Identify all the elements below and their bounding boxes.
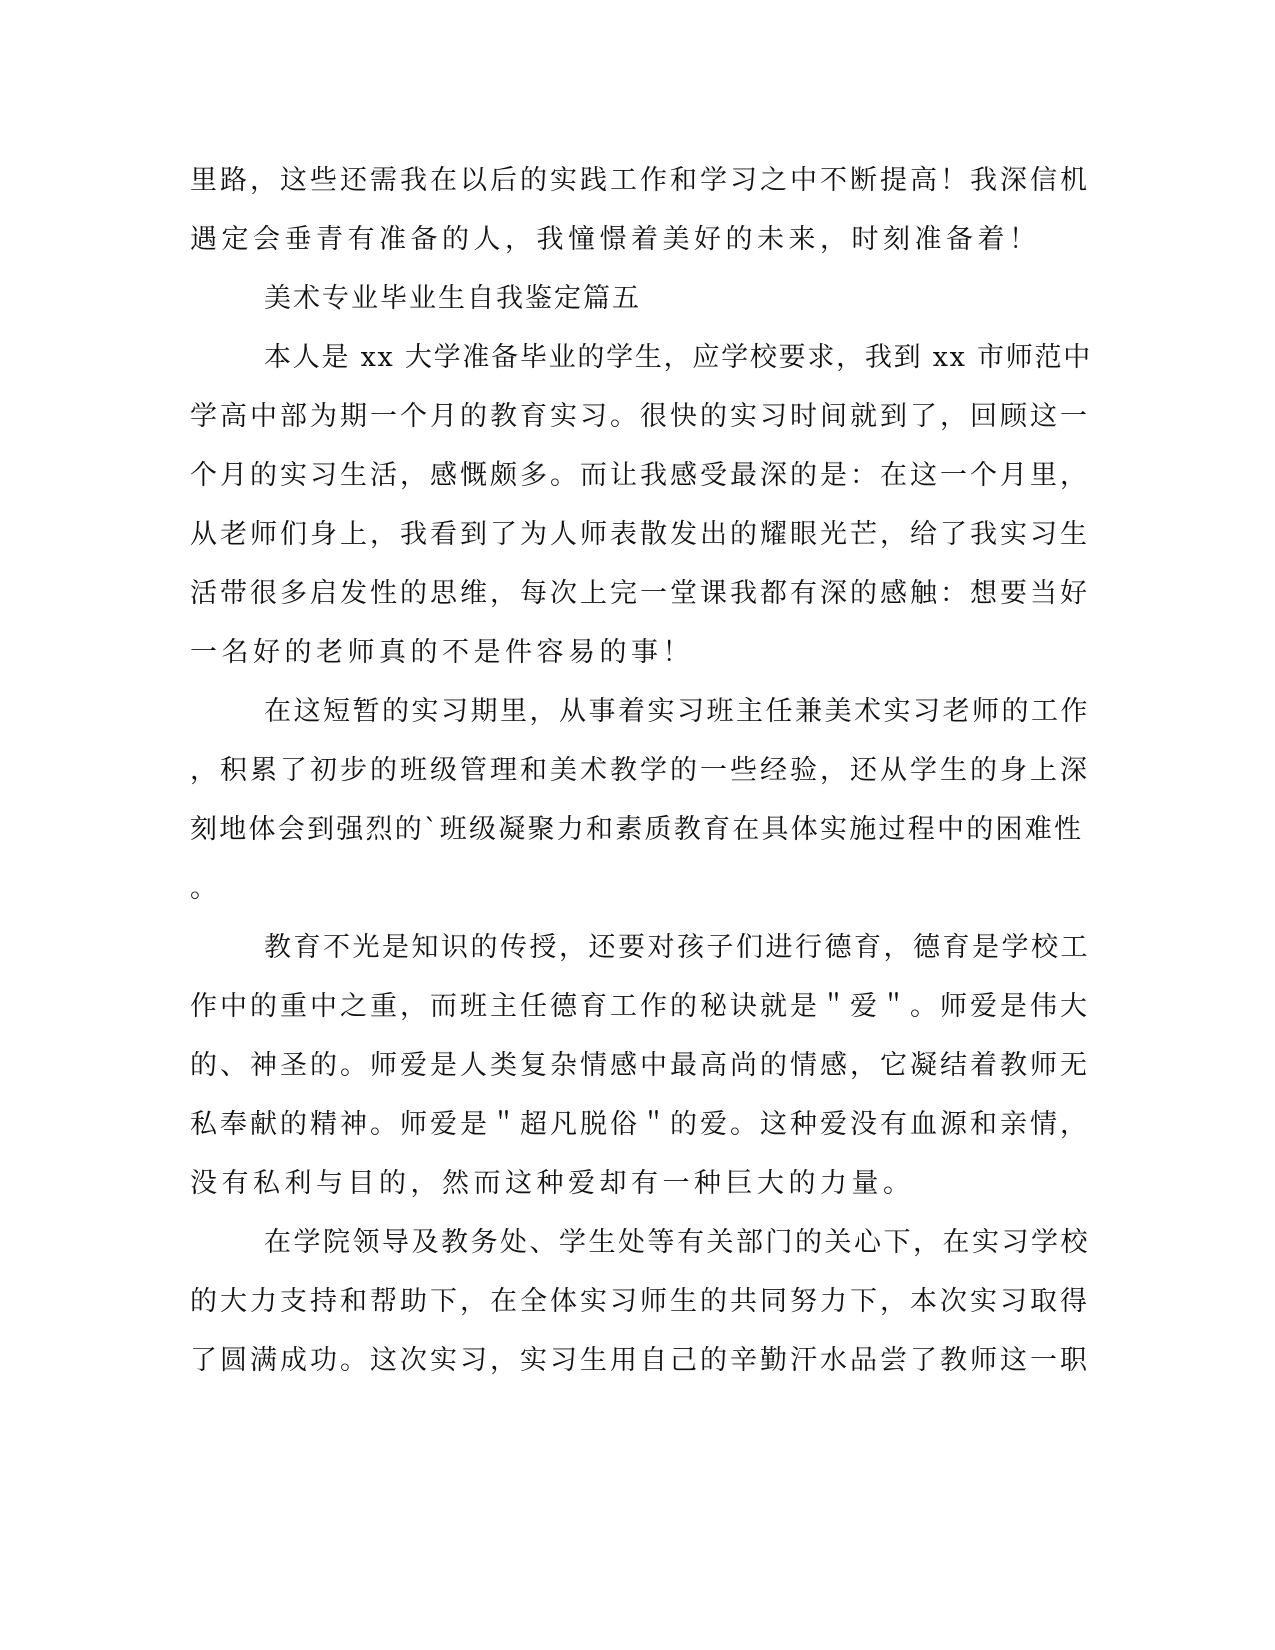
paragraph2-line-4: 。 xyxy=(190,873,222,904)
paragraph3-line-3: 的、神圣的。师爱是人类复杂情感中最高尚的情感，它凝结着教师无 xyxy=(190,1050,1090,1081)
paragraph1-line-4: 从老师们身上，我看到了为人师表散发出的耀眼光芒，给了我实习生 xyxy=(190,519,1090,550)
continuation-line-1: 里路，这些还需我在以后的实践工作和学习之中不断提高！我深信机 xyxy=(190,165,1090,196)
paragraph4-line-2: 的大力支持和帮助下，在全体实习师生的共同努力下，本次实习取得 xyxy=(190,1286,1090,1317)
paragraph3-line-1: 教育不光是知识的传授，还要对孩子们进行德育，德育是学校工 xyxy=(264,932,1090,963)
paragraph1-line-1: 本人是 xx 大学准备毕业的学生，应学校要求，我到 xx 市师范中 xyxy=(264,342,1092,373)
paragraph4-line-3: 了圆满成功。这次实习，实习生用自己的辛勤汗水品尝了教师这一职 xyxy=(190,1345,1090,1376)
paragraph1-line-3: 个月的实习生活，感慨颇多。而让我感受最深的是：在这一个月里， xyxy=(190,460,1090,491)
paragraph1-line-6: 一名好的老师真的不是件容易的事！ xyxy=(190,637,694,668)
continuation-line-2: 遇定会垂青有准备的人，我憧憬着美好的未来，时刻准备着！ xyxy=(190,224,1041,255)
paragraph2-line-3: 刻地体会到强烈的`班级凝聚力和素质教育在具体实施过程中的困难性 xyxy=(190,814,1084,845)
paragraph2-line-2: ，积累了初步的班级管理和美术教学的一些经验，还从学生的身上深 xyxy=(190,755,1090,786)
paragraph3-line-5: 没有私利与目的，然而这种爱却有一种巨大的力量。 xyxy=(190,1168,915,1199)
paragraph4-line-1: 在学院领导及教务处、学生处等有关部门的关心下，在实习学校 xyxy=(264,1227,1090,1258)
section-heading: 美术专业毕业生自我鉴定篇五 xyxy=(264,283,641,314)
paragraph3-line-4: 私奉献的精神。师爱是＂超凡脱俗＂的爱。这种爱没有血源和亲情， xyxy=(190,1109,1090,1140)
paragraph1-line-5: 活带很多启发性的思维，每次上完一堂课我都有深的感触：想要当好 xyxy=(190,578,1090,609)
paragraph2-line-1: 在这短暂的实习期里，从事着实习班主任兼美术实习老师的工作 xyxy=(264,696,1090,727)
paragraph3-line-2: 作中的重中之重，而班主任德育工作的秘诀就是＂爱＂。师爱是伟大 xyxy=(190,991,1090,1022)
paragraph1-line-2: 学高中部为期一个月的教育实习。很快的实习时间就到了，回顾这一 xyxy=(190,401,1090,432)
